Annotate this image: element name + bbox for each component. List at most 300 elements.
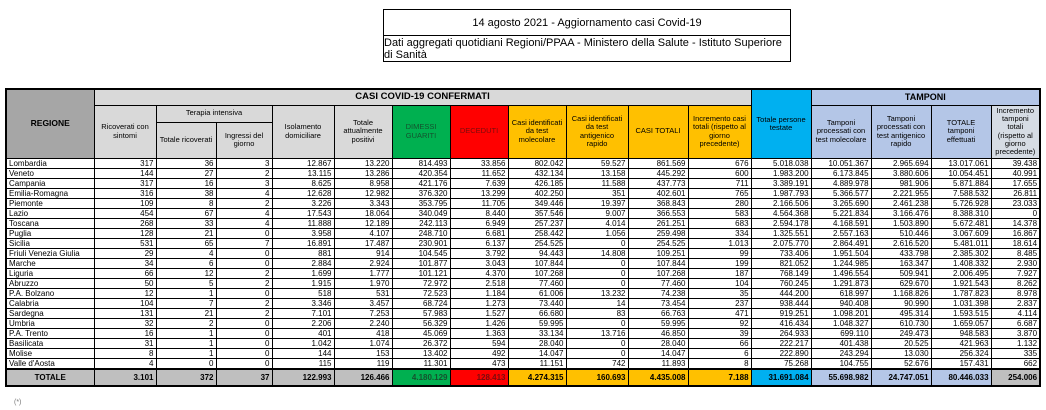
column-header-ingressi-del-giorno: Ingressi del giorno bbox=[216, 122, 272, 158]
value-cell: 2.461.238 bbox=[871, 198, 931, 208]
value-cell: 33.856 bbox=[450, 158, 508, 168]
value-cell: 68.724 bbox=[392, 298, 450, 308]
value-cell: 401 bbox=[272, 328, 334, 338]
table-row bbox=[6, 198, 1040, 208]
region-cell: Toscana bbox=[6, 218, 94, 228]
value-cell: 264.933 bbox=[751, 328, 811, 338]
value-cell: 4.014 bbox=[566, 218, 628, 228]
value-cell: 163.347 bbox=[871, 258, 931, 268]
value-cell: 676 bbox=[688, 158, 751, 168]
value-cell: 1 bbox=[156, 328, 216, 338]
value-cell: 699.110 bbox=[811, 328, 871, 338]
value-cell: 66 bbox=[94, 268, 156, 278]
table-row bbox=[6, 268, 1040, 278]
value-cell: 5.221.834 bbox=[811, 208, 871, 218]
value-cell: 45.069 bbox=[392, 328, 450, 338]
table-row bbox=[6, 338, 1040, 348]
value-cell: 4 bbox=[156, 248, 216, 258]
value-cell: 40.991 bbox=[991, 168, 1040, 178]
value-cell: 12 bbox=[156, 268, 216, 278]
region-cell: Molise bbox=[6, 348, 94, 358]
value-cell: 802.042 bbox=[508, 158, 566, 168]
value-cell: 14.047 bbox=[628, 348, 688, 358]
value-cell: 0 bbox=[216, 258, 272, 268]
value-cell: 23.033 bbox=[991, 198, 1040, 208]
value-cell: 2.240 bbox=[334, 318, 392, 328]
value-cell: 128 bbox=[94, 228, 156, 238]
table-row bbox=[6, 218, 1040, 228]
value-cell: 768.149 bbox=[751, 268, 811, 278]
value-cell: 39.438 bbox=[991, 158, 1040, 168]
column-header-deceduti: DECEDUTI bbox=[450, 105, 508, 158]
value-cell: 765 bbox=[688, 188, 751, 198]
value-cell: 11.705 bbox=[450, 198, 508, 208]
value-cell: 317 bbox=[94, 178, 156, 188]
value-cell: 531 bbox=[94, 238, 156, 248]
value-cell: 11.301 bbox=[392, 358, 450, 369]
value-cell: 90.990 bbox=[871, 298, 931, 308]
value-cell: 814.493 bbox=[392, 158, 450, 168]
value-cell: 74.238 bbox=[628, 288, 688, 298]
value-cell: 454 bbox=[94, 208, 156, 218]
value-cell: 21 bbox=[156, 308, 216, 318]
region-cell: Sardegna bbox=[6, 308, 94, 318]
value-cell: 72.972 bbox=[392, 278, 450, 288]
group-header-terapia-intensiva: Terapia intensiva bbox=[156, 105, 272, 122]
value-cell: 402.250 bbox=[508, 188, 566, 198]
value-cell: 261.251 bbox=[628, 218, 688, 228]
value-cell: 1.787.823 bbox=[931, 288, 991, 298]
value-cell: 2.385.302 bbox=[931, 248, 991, 258]
value-cell: 340.049 bbox=[392, 208, 450, 218]
column-header-casi-totali: CASI TOTALI bbox=[628, 105, 688, 158]
value-cell: 1.593.515 bbox=[931, 308, 991, 318]
value-cell: 444.200 bbox=[751, 288, 811, 298]
value-cell: 402.601 bbox=[628, 188, 688, 198]
value-cell: 242.113 bbox=[392, 218, 450, 228]
value-cell: 1.527 bbox=[450, 308, 508, 318]
value-cell: 683 bbox=[688, 218, 751, 228]
table-row bbox=[6, 258, 1040, 268]
value-cell: 0 bbox=[566, 268, 628, 278]
region-cell: Umbria bbox=[6, 318, 94, 328]
value-cell: 368.843 bbox=[628, 198, 688, 208]
value-cell: 237 bbox=[688, 298, 751, 308]
value-cell: 104 bbox=[94, 298, 156, 308]
column-header-totale-attualmente-positivi: Totale attualmente positivi bbox=[334, 105, 392, 158]
total-value-cell: 55.698.982 bbox=[811, 369, 871, 386]
value-cell: 257.237 bbox=[508, 218, 566, 228]
value-cell: 11.893 bbox=[628, 358, 688, 369]
value-cell: 34 bbox=[94, 258, 156, 268]
value-cell: 258.442 bbox=[508, 228, 566, 238]
table-footer bbox=[6, 369, 1040, 386]
value-cell: 1.496.554 bbox=[811, 268, 871, 278]
value-cell: 1.325.551 bbox=[751, 228, 811, 238]
value-cell: 11.588 bbox=[566, 178, 628, 188]
value-cell: 2.884 bbox=[272, 258, 334, 268]
value-cell: 1.503.890 bbox=[871, 218, 931, 228]
value-cell: 67 bbox=[156, 208, 216, 218]
value-cell: 13.017.061 bbox=[931, 158, 991, 168]
region-cell: P.A. Trento bbox=[6, 328, 94, 338]
value-cell: 21 bbox=[156, 228, 216, 238]
total-value-cell: 160.693 bbox=[566, 369, 628, 386]
value-cell: 357.546 bbox=[508, 208, 566, 218]
value-cell: 4 bbox=[216, 218, 272, 228]
value-cell: 28.040 bbox=[628, 338, 688, 348]
value-cell: 12.867 bbox=[272, 158, 334, 168]
value-cell: 2.837 bbox=[991, 298, 1040, 308]
value-cell: 437.773 bbox=[628, 178, 688, 188]
value-cell: 518 bbox=[272, 288, 334, 298]
value-cell: 492 bbox=[450, 348, 508, 358]
table-header bbox=[6, 89, 1040, 158]
total-row-label: TOTALE bbox=[6, 369, 94, 386]
value-cell: 509.941 bbox=[871, 268, 931, 278]
report-title-box bbox=[383, 9, 791, 62]
value-cell: 222.890 bbox=[751, 348, 811, 358]
value-cell: 6 bbox=[688, 348, 751, 358]
value-cell: 1.983.200 bbox=[751, 168, 811, 178]
table-row bbox=[6, 178, 1040, 188]
value-cell: 33 bbox=[156, 218, 216, 228]
value-cell: 104.545 bbox=[392, 248, 450, 258]
table-row bbox=[6, 328, 1040, 338]
region-cell: Calabria bbox=[6, 298, 94, 308]
value-cell: 349.446 bbox=[508, 198, 566, 208]
value-cell: 0 bbox=[156, 358, 216, 369]
total-value-cell: 4.435.008 bbox=[628, 369, 688, 386]
value-cell: 2.557.163 bbox=[811, 228, 871, 238]
value-cell: 107.844 bbox=[508, 258, 566, 268]
value-cell: 248.710 bbox=[392, 228, 450, 238]
value-cell: 334 bbox=[688, 228, 751, 238]
value-cell: 8.485 bbox=[991, 248, 1040, 258]
value-cell: 12.189 bbox=[334, 218, 392, 228]
value-cell: 2.206 bbox=[272, 318, 334, 328]
report-title-line1: 14 agosto 2021 - Aggiornamento casi Covid-19 bbox=[384, 10, 790, 36]
value-cell: 8 bbox=[688, 358, 751, 369]
value-cell: 14.378 bbox=[991, 218, 1040, 228]
table-row bbox=[6, 318, 1040, 328]
value-cell: 861.569 bbox=[628, 158, 688, 168]
value-cell: 1.987.793 bbox=[751, 188, 811, 198]
value-cell: 2.930 bbox=[991, 258, 1040, 268]
total-value-cell: 122.993 bbox=[272, 369, 334, 386]
value-cell: 0 bbox=[216, 338, 272, 348]
table-row bbox=[6, 298, 1040, 308]
value-cell: 65 bbox=[156, 238, 216, 248]
value-cell: 16 bbox=[156, 178, 216, 188]
value-cell: 28.040 bbox=[508, 338, 566, 348]
column-header-ricoverati-con-sintomi: Ricoverati con sintomi bbox=[94, 105, 156, 158]
value-cell: 2 bbox=[216, 298, 272, 308]
value-cell: 1.970 bbox=[334, 278, 392, 288]
value-cell: 14.047 bbox=[508, 348, 566, 358]
table-row bbox=[6, 288, 1040, 298]
value-cell: 107.268 bbox=[508, 268, 566, 278]
table-row bbox=[6, 158, 1040, 168]
value-cell: 0 bbox=[216, 288, 272, 298]
column-header-totale-tamponi: TOTALE tamponi effettuati bbox=[931, 105, 991, 158]
value-cell: 3.043 bbox=[450, 258, 508, 268]
value-cell: 3.457 bbox=[334, 298, 392, 308]
value-cell: 711 bbox=[688, 178, 751, 188]
value-cell: 131 bbox=[94, 308, 156, 318]
value-cell: 2 bbox=[216, 278, 272, 288]
table-row bbox=[6, 278, 1040, 288]
column-header-persone-testate: Totale persone testate bbox=[751, 89, 811, 158]
value-cell: 5.871.884 bbox=[931, 178, 991, 188]
value-cell: 59.995 bbox=[508, 318, 566, 328]
value-cell: 353.795 bbox=[392, 198, 450, 208]
total-value-cell: 7.188 bbox=[688, 369, 751, 386]
table-row bbox=[6, 358, 1040, 369]
value-cell: 7.588.532 bbox=[931, 188, 991, 198]
region-cell: P.A. Bolzano bbox=[6, 288, 94, 298]
column-header-dimessi-guariti: DIMESSI GUARITI bbox=[392, 105, 450, 158]
region-cell: Emilia-Romagna bbox=[6, 188, 94, 198]
value-cell: 73.440 bbox=[508, 298, 566, 308]
value-cell: 57.983 bbox=[392, 308, 450, 318]
value-cell: 101.121 bbox=[392, 268, 450, 278]
value-cell: 1.777 bbox=[334, 268, 392, 278]
value-cell: 0 bbox=[991, 208, 1040, 218]
value-cell: 418 bbox=[334, 328, 392, 338]
value-cell: 662 bbox=[991, 358, 1040, 369]
value-cell: 471 bbox=[688, 308, 751, 318]
report-title-line2: Dati aggregati quotidiani Regioni/PPAA - Ministero della Salute - Istituto Superiore di Sanità bbox=[384, 36, 782, 61]
value-cell: 268 bbox=[94, 218, 156, 228]
value-cell: 94.443 bbox=[508, 248, 566, 258]
value-cell: 0 bbox=[566, 258, 628, 268]
value-cell: 5 bbox=[156, 278, 216, 288]
value-cell: 0 bbox=[566, 348, 628, 358]
column-header-tamponi-antigenico: Tamponi processati con test antigenico rapido bbox=[871, 105, 931, 158]
table-row bbox=[6, 168, 1040, 178]
value-cell: 1.048.327 bbox=[811, 318, 871, 328]
value-cell: 3.166.476 bbox=[871, 208, 931, 218]
value-cell: 1.244.985 bbox=[811, 258, 871, 268]
value-cell: 6.949 bbox=[450, 218, 508, 228]
value-cell: 1 bbox=[156, 288, 216, 298]
value-cell: 4.107 bbox=[334, 228, 392, 238]
value-cell: 1.408.332 bbox=[931, 258, 991, 268]
value-cell: 77.460 bbox=[508, 278, 566, 288]
value-cell: 144 bbox=[94, 168, 156, 178]
region-cell: Veneto bbox=[6, 168, 94, 178]
value-cell: 2.965.694 bbox=[871, 158, 931, 168]
value-cell: 7.639 bbox=[450, 178, 508, 188]
value-cell: 426.185 bbox=[508, 178, 566, 188]
value-cell: 109 bbox=[94, 198, 156, 208]
value-cell: 3.870 bbox=[991, 328, 1040, 338]
region-cell: Valle d'Aosta bbox=[6, 358, 94, 369]
value-cell: 35 bbox=[688, 288, 751, 298]
value-cell: 3 bbox=[216, 178, 272, 188]
value-cell: 7.101 bbox=[272, 308, 334, 318]
value-cell: 99 bbox=[688, 248, 751, 258]
value-cell: 0 bbox=[566, 238, 628, 248]
value-cell: 14 bbox=[566, 298, 628, 308]
column-header-totale-ricoverati: Totale ricoverati bbox=[156, 122, 216, 158]
region-cell: Sicilia bbox=[6, 238, 94, 248]
value-cell: 938.444 bbox=[751, 298, 811, 308]
value-cell: 52.676 bbox=[871, 358, 931, 369]
value-cell: 2 bbox=[216, 198, 272, 208]
region-cell: Basilicata bbox=[6, 338, 94, 348]
value-cell: 2 bbox=[156, 318, 216, 328]
value-cell: 10.054.451 bbox=[931, 168, 991, 178]
value-cell: 2 bbox=[216, 308, 272, 318]
value-cell: 144 bbox=[272, 348, 334, 358]
value-cell: 249.473 bbox=[871, 328, 931, 338]
value-cell: 1.363 bbox=[450, 328, 508, 338]
value-cell: 1.915 bbox=[272, 278, 334, 288]
value-cell: 254.525 bbox=[628, 238, 688, 248]
group-header-tamponi: TAMPONI bbox=[811, 89, 1040, 105]
value-cell: 0 bbox=[216, 328, 272, 338]
total-value-cell: 4.274.315 bbox=[508, 369, 566, 386]
value-cell: 5.672.481 bbox=[931, 218, 991, 228]
value-cell: 12.628 bbox=[272, 188, 334, 198]
footnote-marker: (*) bbox=[14, 399, 22, 406]
value-cell: 17.543 bbox=[272, 208, 334, 218]
value-cell: 742 bbox=[566, 358, 628, 369]
value-cell: 8 bbox=[156, 198, 216, 208]
value-cell: 17.487 bbox=[334, 238, 392, 248]
value-cell: 531 bbox=[334, 288, 392, 298]
value-cell: 72.523 bbox=[392, 288, 450, 298]
value-cell: 0 bbox=[566, 318, 628, 328]
value-cell: 18.064 bbox=[334, 208, 392, 218]
region-cell: Friuli Venezia Giulia bbox=[6, 248, 94, 258]
value-cell: 8.262 bbox=[991, 278, 1040, 288]
value-cell: 104 bbox=[688, 278, 751, 288]
value-cell: 5.481.011 bbox=[931, 238, 991, 248]
value-cell: 13.716 bbox=[566, 328, 628, 338]
value-cell: 4.114 bbox=[991, 308, 1040, 318]
column-header-regione: REGIONE bbox=[6, 89, 94, 158]
table-row bbox=[6, 308, 1040, 318]
region-cell: Lombardia bbox=[6, 158, 94, 168]
value-cell: 31 bbox=[94, 338, 156, 348]
value-cell: 914 bbox=[334, 248, 392, 258]
value-cell: 8.625 bbox=[272, 178, 334, 188]
value-cell: 77.460 bbox=[628, 278, 688, 288]
total-value-cell: 254.006 bbox=[991, 369, 1040, 386]
value-cell: 16 bbox=[94, 328, 156, 338]
value-cell: 109.251 bbox=[628, 248, 688, 258]
table-row bbox=[6, 248, 1040, 258]
value-cell: 0 bbox=[216, 318, 272, 328]
value-cell: 376.320 bbox=[392, 188, 450, 198]
value-cell: 1.132 bbox=[991, 338, 1040, 348]
table-row bbox=[6, 238, 1040, 248]
value-cell: 3.265.690 bbox=[811, 198, 871, 208]
value-cell: 119 bbox=[334, 358, 392, 369]
value-cell: 940.408 bbox=[811, 298, 871, 308]
value-cell: 495.314 bbox=[871, 308, 931, 318]
value-cell: 1.273 bbox=[450, 298, 508, 308]
value-cell: 20.525 bbox=[871, 338, 931, 348]
value-cell: 187 bbox=[688, 268, 751, 278]
value-cell: 0 bbox=[566, 338, 628, 348]
column-header-incremento-casi: Incremento casi totali (rispetto al giorno precedente) bbox=[688, 105, 751, 158]
total-value-cell: 37 bbox=[216, 369, 272, 386]
value-cell: 13.402 bbox=[392, 348, 450, 358]
value-cell: 2.518 bbox=[450, 278, 508, 288]
region-cell: Marche bbox=[6, 258, 94, 268]
value-cell: 8.388.310 bbox=[931, 208, 991, 218]
total-value-cell: 80.446.033 bbox=[931, 369, 991, 386]
value-cell: 3.343 bbox=[334, 198, 392, 208]
value-cell: 92 bbox=[688, 318, 751, 328]
value-cell: 3.067.609 bbox=[931, 228, 991, 238]
value-cell: 66.763 bbox=[628, 308, 688, 318]
column-header-isolamento-domiciliare: Isolamento domiciliare bbox=[272, 105, 334, 158]
value-cell: 1.098.201 bbox=[811, 308, 871, 318]
total-row bbox=[6, 369, 1040, 386]
value-cell: 2.616.520 bbox=[871, 238, 931, 248]
value-cell: 243.294 bbox=[811, 348, 871, 358]
value-cell: 13.030 bbox=[871, 348, 931, 358]
value-cell: 254.525 bbox=[508, 238, 566, 248]
value-cell: 10.051.367 bbox=[811, 158, 871, 168]
value-cell: 733.406 bbox=[751, 248, 811, 258]
value-cell: 7.927 bbox=[991, 268, 1040, 278]
value-cell: 948.583 bbox=[931, 328, 991, 338]
value-cell: 0 bbox=[216, 248, 272, 258]
value-cell: 75.268 bbox=[751, 358, 811, 369]
value-cell: 18.614 bbox=[991, 238, 1040, 248]
value-cell: 7.253 bbox=[334, 308, 392, 318]
value-cell: 3.389.191 bbox=[751, 178, 811, 188]
total-value-cell: 128.413 bbox=[450, 369, 508, 386]
region-cell: Abruzzo bbox=[6, 278, 94, 288]
value-cell: 66.680 bbox=[508, 308, 566, 318]
value-cell: 4.370 bbox=[450, 268, 508, 278]
value-cell: 4.168.591 bbox=[811, 218, 871, 228]
value-cell: 881 bbox=[272, 248, 334, 258]
region-cell: Piemonte bbox=[6, 198, 94, 208]
value-cell: 1.168.826 bbox=[871, 288, 931, 298]
column-header-casi-test-molecolare: Casi identificati da test molecolare bbox=[508, 105, 566, 158]
value-cell: 46.850 bbox=[628, 328, 688, 338]
value-cell: 3 bbox=[216, 158, 272, 168]
value-cell: 317 bbox=[94, 158, 156, 168]
value-cell: 1.074 bbox=[334, 338, 392, 348]
value-cell: 19.397 bbox=[566, 198, 628, 208]
value-cell: 0 bbox=[566, 278, 628, 288]
value-cell: 13.232 bbox=[566, 288, 628, 298]
value-cell: 618.997 bbox=[811, 288, 871, 298]
value-cell: 259.498 bbox=[628, 228, 688, 238]
value-cell: 2.924 bbox=[334, 258, 392, 268]
value-cell: 0 bbox=[216, 358, 272, 369]
value-cell: 73.454 bbox=[628, 298, 688, 308]
value-cell: 115 bbox=[272, 358, 334, 369]
value-cell: 6.681 bbox=[450, 228, 508, 238]
value-cell: 2 bbox=[216, 268, 272, 278]
value-cell: 199 bbox=[688, 258, 751, 268]
value-cell: 66 bbox=[688, 338, 751, 348]
value-cell: 1.659.057 bbox=[931, 318, 991, 328]
value-cell: 5.018.038 bbox=[751, 158, 811, 168]
value-cell: 230.901 bbox=[392, 238, 450, 248]
value-cell: 583 bbox=[688, 208, 751, 218]
